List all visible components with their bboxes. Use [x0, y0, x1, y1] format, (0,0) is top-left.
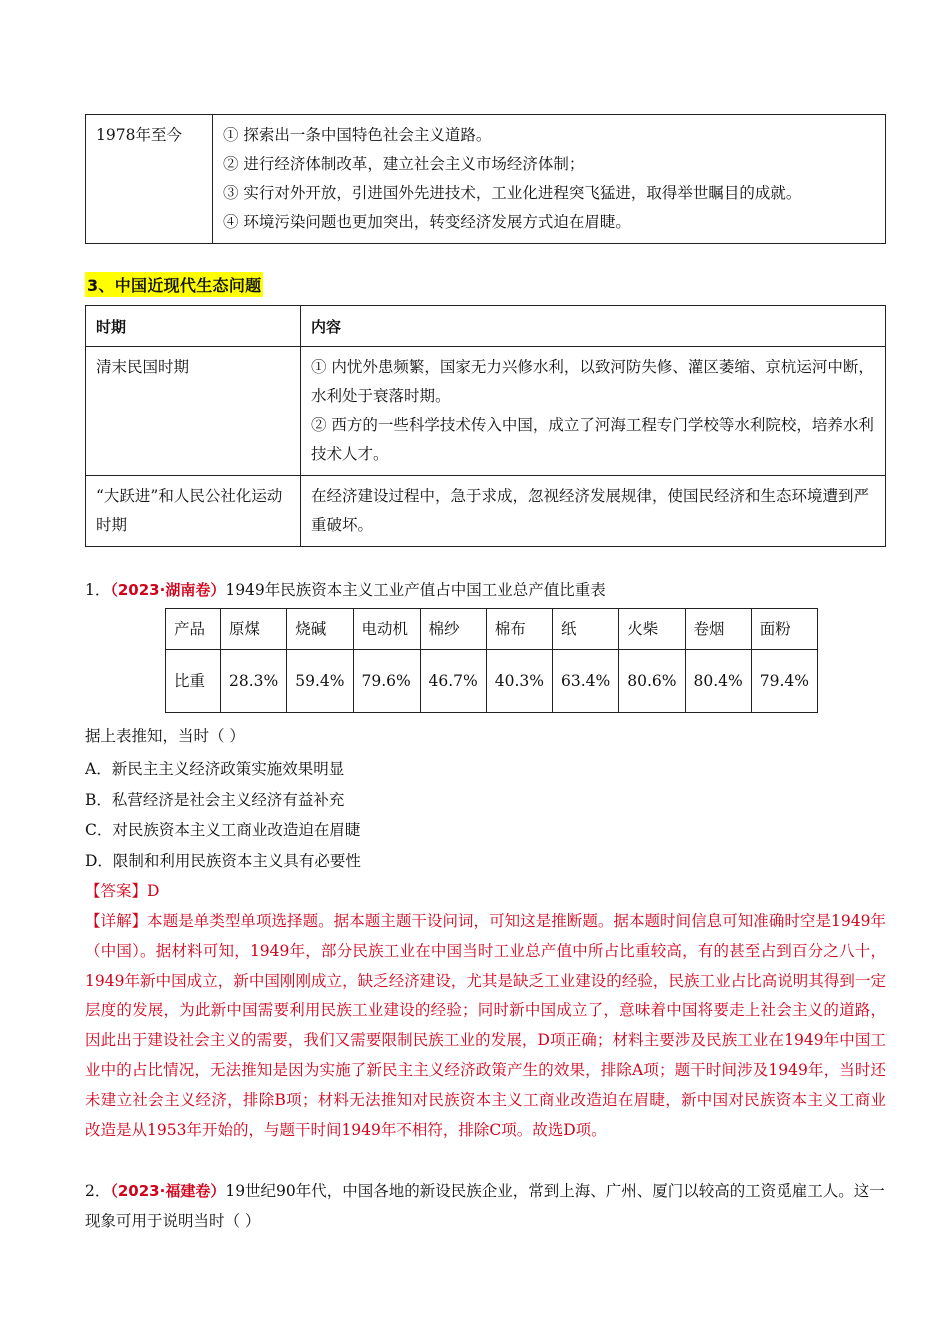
row-label: 比重 — [166, 650, 221, 713]
content-cell — [301, 347, 886, 476]
value-cell: 80.6% — [619, 650, 685, 713]
question-source: （2023·福建卷） — [110, 1182, 226, 1200]
product-cell: 电动机 — [353, 609, 420, 650]
analysis-paragraph — [85, 907, 886, 1145]
list-item: ① 探索出一条中国特色社会主义道路。 — [223, 126, 492, 144]
header-content: 内容 — [301, 306, 886, 347]
content-line: ① 内忧外患频繁，国家无力兴修水利，以致河防失修、灌区萎缩、京杭运河中断，水利处于衰落时期。 — [311, 358, 874, 405]
content-cell — [301, 476, 886, 547]
question-1-stem — [85, 575, 886, 605]
value-cell: 46.7% — [420, 650, 486, 713]
option-c: C．对民族资本主义工商业改造迫在眉睫 — [85, 821, 361, 839]
product-cell: 烧碱 — [287, 609, 353, 650]
value-cell: 80.4% — [685, 650, 751, 713]
table-row — [86, 347, 886, 476]
product-cell: 原煤 — [221, 609, 287, 650]
header-period: 时期 — [86, 306, 301, 347]
option-b: B．私营经济是社会主义经济有益补充 — [85, 791, 345, 809]
content-line: ② 西方的一些科学技术传入中国，成立了河海工程专门学校等水利院校，培养水利技术人才。 — [311, 416, 874, 463]
table-header-row — [86, 306, 886, 347]
value-cell: 79.4% — [751, 650, 817, 713]
option-a: A．新民主主义经济政策实施效果明显 — [85, 760, 345, 778]
table-row — [86, 115, 886, 244]
industry-share-table — [165, 608, 818, 713]
question-stem-text: 19世纪90年代，中国各地的新设民族企业，常到上海、广州、厦门以较高的工资觅雇工人。这一现象可用于说明当时（ ） — [85, 1182, 885, 1230]
question-2-stem — [85, 1176, 886, 1236]
question-number: 1． — [85, 581, 111, 599]
list-item: ③ 实行对外开放，引进国外先进技术，工业化进程突飞猛进，取得举世瞩目的成就。 — [223, 184, 802, 202]
product-cell: 纸 — [553, 609, 619, 650]
table-row — [166, 609, 818, 650]
value-cell: 40.3% — [486, 650, 552, 713]
section-title: 3、中国近现代生态问题 — [85, 272, 263, 297]
period-cell: “大跃进”和人民公社化运动时期 — [86, 476, 301, 547]
content-line: 在经济建设过程中，急于求成，忽视经济发展规律，使国民经济和生态环境遭到严重破坏。 — [311, 487, 870, 534]
product-cell: 火柴 — [619, 609, 685, 650]
answer-value: D — [147, 882, 160, 900]
question-number: 2． — [85, 1182, 111, 1200]
value-cell: 28.3% — [221, 650, 287, 713]
product-cell: 面粉 — [751, 609, 817, 650]
product-cell: 棉布 — [486, 609, 552, 650]
question-prompt: 据上表推知，当时（ ） — [85, 727, 245, 745]
analysis-label: 【详解】 — [85, 912, 148, 930]
period-cell: 1978年至今 — [86, 115, 213, 244]
product-cell: 棉纱 — [420, 609, 486, 650]
reform-period-table — [85, 114, 886, 244]
question-source: （2023·湖南卷） — [110, 581, 226, 599]
table-row — [166, 650, 818, 713]
option-d: D．限制和利用民族资本主义具有必要性 — [85, 852, 361, 870]
value-cell: 79.6% — [353, 650, 420, 713]
row-label: 产品 — [166, 609, 221, 650]
value-cell: 59.4% — [287, 650, 353, 713]
product-cell: 卷烟 — [685, 609, 751, 650]
answer-label: 【答案】 — [85, 882, 148, 900]
value-cell: 63.4% — [553, 650, 619, 713]
period-cell: 清末民国时期 — [86, 347, 301, 476]
list-item: ④ 环境污染问题也更加突出，转变经济发展方式迫在眉睫。 — [223, 213, 631, 231]
content-cell — [213, 115, 886, 244]
ecology-table — [85, 305, 886, 547]
analysis-text: 本题是单类型单项选择题。据本题主题干设问词，可知这是推断题。据本题时间信息可知准确时空是1949年（中国）。据材料可知，1949年，部分民族工业在中国当时工业总产值中所占比重较高，有的甚至占到百分之八十，1949年新中国成立，新中国刚刚成立，缺乏经济建设，尤其是缺乏工业建设的经验，民族工业占比高说明其得到一定层度的发展，为此新中国需要利用民族工业建设的经验；同时新中国成立了，意味着中国将要走上社会主义的道路，因此出于建设社会主义的需要，我们又需要限制民族工业的发展，D项正确；材料主要涉及民族工业在1949年中国工业中的占比情况，无法推知是因为实施了新民主主义经济政策产生的效果，排除A项；题干时间涉及1949年，当时还未建立社会主义经济，排除B项；材料无法推知对民族资本主义工商业改造迫在眉睫，新中国对民族资本主义工商业改造是从1953年开始的，与题干时间1949年不相符，排除C项。故选D项。 — [85, 912, 886, 1139]
question-stem-text: 1949年民族资本主义工业产值占中国工业总产值比重表 — [225, 581, 606, 599]
table-row — [86, 476, 886, 547]
answer-line — [85, 877, 886, 907]
list-item: ② 进行经济体制改革，建立社会主义市场经济体制； — [223, 155, 585, 173]
